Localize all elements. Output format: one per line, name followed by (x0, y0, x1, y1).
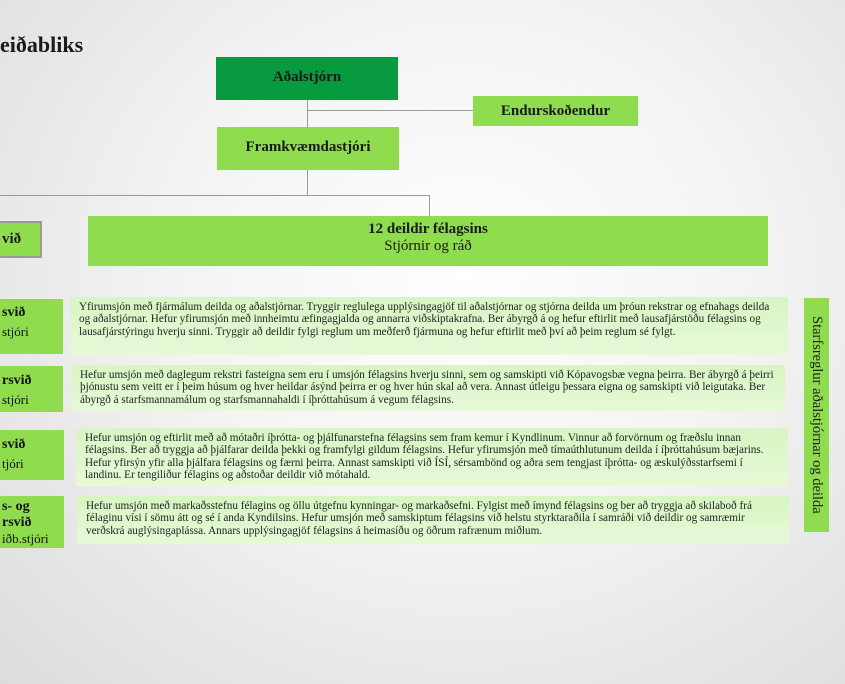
division-name-line2: rsvið (2, 515, 32, 530)
description-facilities (71, 365, 785, 411)
division-box-marketing (0, 496, 64, 548)
page-title: eiðabliks (0, 32, 84, 57)
ceo-label: Framkvæmdastjóri (245, 139, 371, 155)
division-manager: stjóri (2, 324, 29, 339)
departments-box (88, 216, 768, 266)
description-text: Hefur umsjón og eftirlit með að mótaðri íþrótta- og þjálfunarstefna félagsins sem fram kemur í Kyndlinum. Vinnur að forvörnum og fræðslu innan félagsins. Ber að tryggja að þjálfarar deilda þekki og framfylgi gildum félagsins. Hefur yfirumsjón með tímaúthlutunum deilda í íþróttahúsum bæjarins. Hefur yfirsýn yfir alla þjálfara félagsins og færni þeirra. Annast samskipti við ÍSÍ, sérsambönd og aðra sem tengjast íþrótta- og æskulýðsstarfsemi í landinu. Er tengiliður félagins og aðstoðar deildir við mótahald. (85, 432, 764, 482)
connector-to-auditors (307, 110, 473, 111)
rules-vertical-label (804, 298, 829, 532)
departments-subtitle: Stjórnir og ráð (384, 238, 472, 254)
connector-board-ceo (307, 100, 308, 127)
board-box (216, 57, 398, 100)
description-marketing (77, 496, 789, 544)
left-partial-label: við (2, 231, 22, 247)
division-manager: stjóri (2, 392, 29, 407)
auditors-label: Endurskoðendur (500, 103, 611, 119)
description-finance (70, 297, 788, 355)
ceo-box (217, 127, 399, 170)
description-text: Hefur umsjón með daglegum rekstri fasteigna sem eru í umsjón félagsins hverju sinni, sem og samskipti við Kópavogsbæ vegna þeirra. Ber ábyrgð á þeirri þjónustu sem veitt er í þeim húsum og hver heildar ásýnd þeirra er og hver hún skal að vera. Annast útleigu þessara eigna og samskipti við leigutaka. Ber ábyrgð á starfsmannamálum og starfsmannahaldi í íþróttahúsum á vegum félagsins. (80, 369, 774, 406)
description-text: Hefur umsjón með markaðsstefnu félagins og öllu útgefnu kynningar- og markaðsefni. Fylgist með ímynd félagsins og ber að tryggja að skilaboð frá félaginu vísi í sömu átt og sé í anda Kyndilsins. Hefur umsjón með samskiptum félagsins við helstu styrktaraðila í samráði við deildir og samræmir verðskrá auglýsingaplássa. Annars upplýsingagjöf félagsins á heimasíðu og öðrum rafrænum miðlum. (86, 500, 752, 537)
description-text: Yfirumsjón með fjármálum deilda og aðalstjórnar. Tryggir reglulega upplýsingagjöf til aðalstjórnar og stjórna deilda um þróun rekstrar og efnahags deilda og aðalstjórnar. Hefur yfirumsjón með innheimtu æfingagjalda og annarra viðskiptakrafna. Ber ábyrgð á og hefur eftirlit með lausafjárstöðu félagsins og lausafjárstýringu hverju sinni. Tryggir að deildir fylgi reglum um meðferð fjármuna og hefur eftirlit með því að þeim reglum sé fylgt. (79, 301, 770, 338)
division-manager: iðb.stjóri (2, 531, 49, 546)
left-partial-box (0, 221, 42, 258)
division-name: svið (2, 437, 26, 452)
division-box-sports (0, 430, 64, 480)
division-name-line1: s- og (2, 499, 30, 514)
division-box-finance (0, 299, 63, 354)
division-box-facilities (0, 366, 63, 412)
connector-to-departments (429, 195, 430, 216)
description-sports (76, 428, 788, 486)
rules-label-text: Starfsreglur aðalstjórnar og deilda (809, 316, 825, 514)
departments-title: 12 deildir félagsins (368, 221, 488, 237)
division-name: rsvið (2, 373, 32, 388)
auditors-box (473, 96, 638, 126)
division-manager: tjóri (2, 456, 24, 471)
connector-horizontal (0, 195, 430, 196)
board-label: Aðalstjórn (272, 69, 342, 85)
connector-ceo-down (307, 170, 308, 195)
division-name: svið (2, 305, 26, 320)
